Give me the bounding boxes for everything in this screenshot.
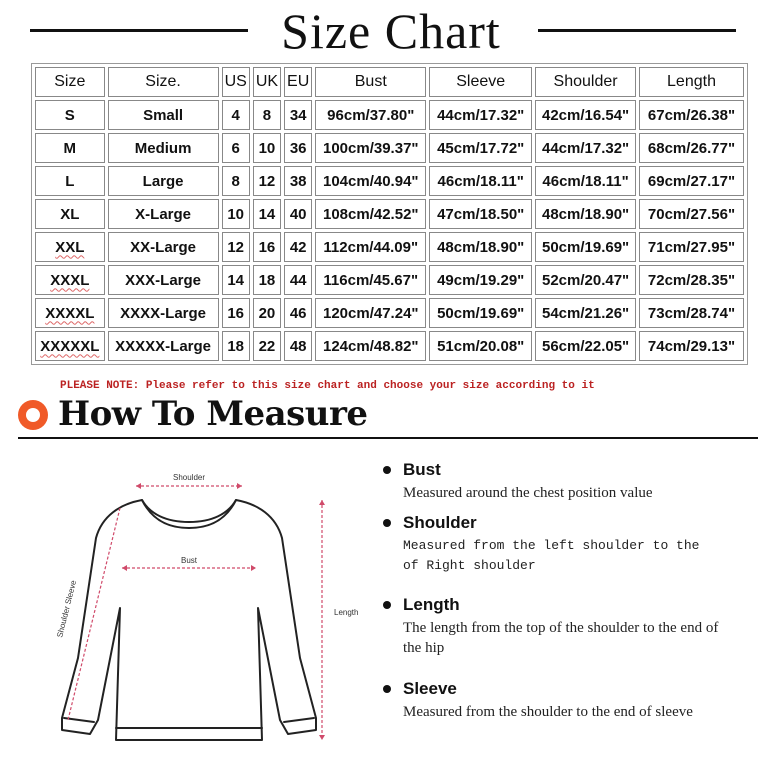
table-cell: XX-Large [108,232,219,262]
table-cell: XXX-Large [108,265,219,295]
size-code-cell: S [35,100,105,130]
table-cell: 18 [222,331,250,361]
column-header: Shoulder [535,67,636,97]
column-header: Bust [315,67,426,97]
table-cell: 112cm/44.09" [315,232,426,262]
measure-heading: Shoulder [380,513,750,533]
size-code-cell: XXL [35,232,105,262]
table-cell: XXXX-Large [108,298,219,328]
table-cell: 72cm/28.35" [639,265,744,295]
size-code-cell: XXXL [35,265,105,295]
table-cell: 69cm/27.17" [639,166,744,196]
table-cell: 42 [284,232,312,262]
table-cell: 67cm/26.38" [639,100,744,130]
arrow-bottom-length [319,735,325,740]
table-row [35,232,744,262]
measure-description: Measured from the left shoulder to the of Right shoulder [403,538,700,573]
page-title: Size Chart [281,3,501,59]
sweater-illustration [50,458,380,758]
table-cell: 46 [284,298,312,328]
table-cell: 104cm/40.94" [315,166,426,196]
table-row [35,133,744,163]
table-cell: 20 [253,298,281,328]
table-row [35,199,744,229]
table-cell: 68cm/26.77" [639,133,744,163]
size-code-cell: XL [35,199,105,229]
table-cell: 116cm/45.67" [315,265,426,295]
table-cell: 96cm/37.80" [315,100,426,130]
table-cell: 6 [222,133,250,163]
column-header: UK [253,67,281,97]
table-cell: 42cm/16.54" [535,100,636,130]
column-header: US [222,67,250,97]
measure-description: Measured from the shoulder to the end of sleeve [403,704,693,720]
table-cell: Small [108,100,219,130]
table-header-row [35,67,744,97]
size-table [31,63,748,365]
table-cell: 73cm/28.74" [639,298,744,328]
table-cell: 50cm/19.69" [429,298,532,328]
table-cell: 12 [253,166,281,196]
sweater-body-outline [62,500,316,740]
table-cell: 8 [222,166,250,196]
table-cell: 10 [253,133,281,163]
diagram-label-length: Length [334,608,359,617]
size-chart-header [0,0,768,62]
table-cell: 38 [284,166,312,196]
arrow-right-bust [251,565,256,571]
table-row [35,298,744,328]
table-cell: 46cm/18.11" [535,166,636,196]
table-cell: 70cm/27.56" [639,199,744,229]
measure-item-shoulder [380,513,750,576]
table-cell: 22 [253,331,281,361]
column-header: Size. [108,67,219,97]
sweater-cuff-right [284,718,314,722]
table-cell: 46cm/18.11" [429,166,532,196]
table-cell: 4 [222,100,250,130]
column-header: EU [284,67,312,97]
table-cell: 14 [253,199,281,229]
size-code-cell: XXXXXL [35,331,105,361]
table-cell: 71cm/27.95" [639,232,744,262]
measure-item-bust [380,460,750,503]
table-cell: 52cm/20.47" [535,265,636,295]
table-row [35,331,744,361]
table-cell: 36 [284,133,312,163]
table-cell: Large [108,166,219,196]
section-title: How To Measure [58,394,368,434]
table-cell: 10 [222,199,250,229]
arrow-top-length [319,500,325,505]
table-cell: 56cm/22.05" [535,331,636,361]
table-cell: 108cm/42.52" [315,199,426,229]
table-cell: 120cm/47.24" [315,298,426,328]
table-cell: 48cm/18.90" [535,199,636,229]
table-row [35,100,744,130]
sweater-diagram [50,458,380,758]
measure-item-length [380,595,750,658]
title-rule-right [538,29,736,32]
table-cell: 74cm/29.13" [639,331,744,361]
column-header: Sleeve [429,67,532,97]
table-cell: 44 [284,265,312,295]
column-header: Length [639,67,744,97]
size-note: PLEASE NOTE: Please refer to this size chart and choose your size according to it [60,380,595,392]
table-cell: X-Large [108,199,219,229]
diagram-label-bust: Bust [180,556,198,565]
column-header: Size [35,67,105,97]
table-cell: 40 [284,199,312,229]
diagram-label-shoulder-sleeve: Shoulder Sleeve [55,579,79,639]
arrow-right-shoulder [237,483,242,489]
size-code-cell: L [35,166,105,196]
table-cell: 8 [253,100,281,130]
sleeve-measure-line [68,508,120,720]
table-cell: 47cm/18.50" [429,199,532,229]
table-cell: 49cm/19.29" [429,265,532,295]
table-cell: 48cm/18.90" [429,232,532,262]
table-cell: 50cm/19.69" [535,232,636,262]
diagram-label-shoulder: Shoulder [172,473,206,482]
how-to-measure-header [18,392,758,440]
measure-description: The length from the top of the shoulder to the end of the hip [403,620,719,656]
table-cell: 45cm/17.72" [429,133,532,163]
size-code-cell: XXXXL [35,298,105,328]
arrow-left-shoulder [136,483,141,489]
table-cell: XXXXX-Large [108,331,219,361]
arrow-left-bust [122,565,127,571]
table-body [35,100,744,361]
table-cell: 34 [284,100,312,130]
table-cell: 44cm/17.32" [535,133,636,163]
circle-bullet-icon [18,400,48,430]
table-row [35,265,744,295]
table-cell: 51cm/20.08" [429,331,532,361]
table-cell: 18 [253,265,281,295]
title-rule-left [30,29,248,32]
size-code-cell: M [35,133,105,163]
measure-heading: Length [380,595,750,615]
table-cell: 124cm/48.82" [315,331,426,361]
table-cell: 16 [222,298,250,328]
measure-heading: Sleeve [380,679,750,699]
measure-heading: Bust [380,460,750,480]
table-cell: Medium [108,133,219,163]
table-cell: 14 [222,265,250,295]
table-cell: 16 [253,232,281,262]
table-cell: 12 [222,232,250,262]
table-cell: 44cm/17.32" [429,100,532,130]
measure-item-sleeve [380,679,750,722]
measure-description: Measured around the chest position value [403,485,653,501]
table-cell: 100cm/39.37" [315,133,426,163]
section-rule [18,437,758,439]
table-cell: 54cm/21.26" [535,298,636,328]
table-row [35,166,744,196]
table-cell: 48 [284,331,312,361]
